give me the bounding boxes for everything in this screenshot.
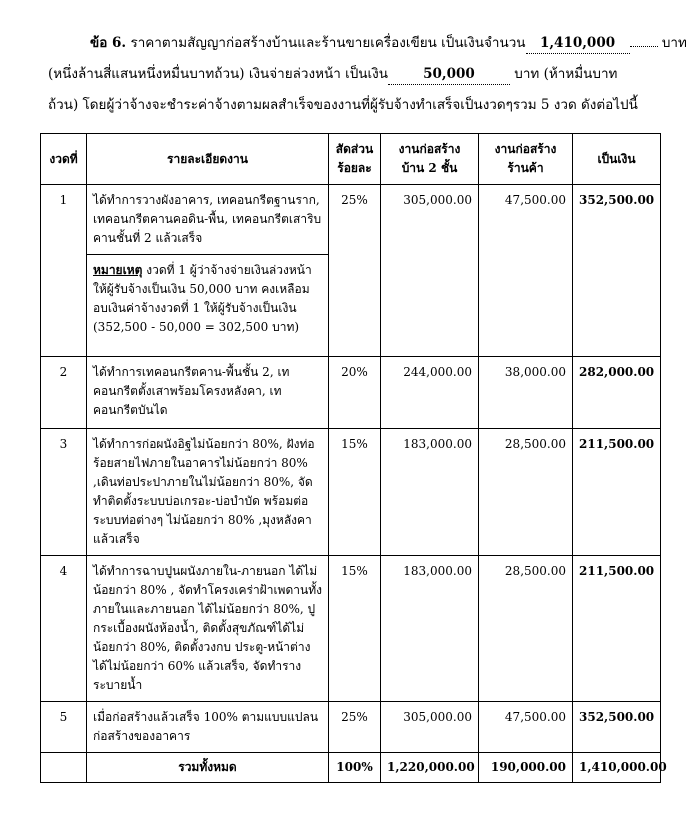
row-house: 244,000.00 [381, 357, 479, 429]
row-house: 305,000.00 [381, 702, 479, 753]
row-percent: 25% [329, 702, 381, 753]
row-amount: 352,500.00 [573, 702, 661, 753]
row-amount: 211,500.00 [573, 556, 661, 702]
total-label: รวมทั้งหมด [87, 753, 329, 783]
row-number: 2 [41, 357, 87, 429]
row-shop: 38,000.00 [479, 357, 573, 429]
paragraph-line-3: ถ้วน) โดยผู้ว่าจ้างจะชำระค่าจ้างตามผลสำเร็จของงานที่ผู้รับจ้างทำเสร็จเป็นงวดๆรวม 5 งวด ดังต่อไปนี้ [48, 97, 638, 113]
price-text: ราคาตามสัญญาก่อสร้างบ้านและร้านขายเครื่องเขียน เป็นเงินจำนวน [130, 35, 526, 51]
table-row [41, 429, 661, 556]
header-ratio: สัดส่วน ร้อยละ [329, 134, 381, 185]
table-row [41, 556, 661, 702]
installment-note [87, 254, 328, 337]
table-row [41, 185, 661, 357]
advance-text: เงินจ่ายล่วงหน้า เป็นเงิน [248, 66, 388, 82]
total-percent: 100% [329, 753, 381, 783]
paragraph-line-2 [48, 59, 668, 90]
row-shop: 28,500.00 [479, 556, 573, 702]
table-row [41, 357, 661, 429]
total-amount-cell: 1,410,000.00 [573, 753, 661, 783]
row-shop: 28,500.00 [479, 429, 573, 556]
paragraph-line-1 [48, 28, 687, 59]
baht-label: บาท [661, 35, 687, 51]
row-percent: 15% [329, 429, 381, 556]
row-number: 5 [41, 702, 87, 753]
row-percent: 15% [329, 556, 381, 702]
total-shop: 190,000.00 [479, 753, 573, 783]
row-number: 4 [41, 556, 87, 702]
row-detail: ได้ทำการก่อผนังอิฐไม่น้อยกว่า 80%, ฝังท่อร้อยสายไฟภายในอาคารไม่น้อยกว่า 80% ,เดินท่อประปาภายในไม่น้อยกว่า 80%, จัดทำติดตั้งระบบบ่อเกรอะ-บ่อบำบัด พร้อมต่อระบบท่อต่างๆ ไม่น้อยกว่า 80% ,มุงหลังคาแล้วเสร็จ [87, 429, 329, 556]
note-label: หมายเหตุ [93, 263, 143, 277]
advance-amount: 50,000 [388, 64, 510, 85]
row-house: 183,000.00 [381, 556, 479, 702]
row-percent: 25% [329, 185, 381, 357]
row-amount: 282,000.00 [573, 357, 661, 429]
header-details: รายละเอียดงาน [87, 134, 329, 185]
row-number: 1 [41, 185, 87, 357]
row-number: 3 [41, 429, 87, 556]
row-shop: 47,500.00 [479, 185, 573, 357]
row-detail: ได้ทำการฉาบปูนผนังภายใน-ภายนอก ได้ไม่น้อยกว่า 80% , จัดทำโครงเคร่าฝ้าเพดานทั้งภายในและภายนอก ได้ไม่น้อยกว่า 80%, ปูกระเบื้องผนังห้องน้ำ, ติดตั้งสุขภัณฑ์ได้ไม่น้อยกว่า 80%, ติดตั้งวงกบ ประตู-หน้าต่าง ได้ไม่น้อยกว่า 60% แล้วเสร็จ, จัดทำรางระบายน้ำ [87, 556, 329, 702]
total-house: 1,220,000.00 [381, 753, 479, 783]
row-amount: 211,500.00 [573, 429, 661, 556]
row-house: 305,000.00 [381, 185, 479, 357]
row-detail: เมื่อก่อสร้างแล้วเสร็จ 100% ตามแบบแปลนก่อสร้างของอาคาร [87, 702, 329, 753]
total-amount: 1,410,000 [526, 33, 630, 54]
clause-label: ข้อ 6. [90, 35, 127, 51]
row-shop: 47,500.00 [479, 702, 573, 753]
total-row [41, 753, 661, 783]
amount-words: (หนึ่งล้านสี่แสนหนึ่งหมื่นบาทถ้วน) [48, 66, 245, 82]
table-row [41, 702, 661, 753]
header-amount: เป็นเงิน [573, 134, 661, 185]
row-detail: ได้ทำการเทคอนกรีตคาน-พื้นชั้น 2, เทคอนกรีตตั้งเสาพร้อมโครงหลังคา, เทคอนกรีตบันได [87, 357, 329, 429]
row-percent: 20% [329, 357, 381, 429]
advance-tail: บาท (ห้าหมื่นบาท [514, 66, 618, 82]
detail-text: ได้ทำการวางผังอาคาร, เทคอนกรีตฐานราก, เทคอนกรีตคานคอดิน-พื้น, เทคอนกรีตเสาริบคานชั้นที่ 2 แล้วเสร็จ [93, 193, 322, 245]
contract-paragraph [48, 28, 687, 121]
row-house: 183,000.00 [381, 429, 479, 556]
row-detail [87, 185, 329, 357]
table-header-row [41, 134, 661, 185]
payment-schedule-table [40, 133, 667, 783]
row-amount: 352,500.00 [573, 185, 661, 357]
header-house: งานก่อสร้าง บ้าน 2 ชั้น [381, 134, 479, 185]
note-text: งวดที่ 1 ผู้ว่าจ้างจ่ายเงินล่วงหน้าให้ผู้รับจ้างเป็นเงิน 50,000 บาท คงเหลือมอบเงินค่าจ้างงวดที่ 1 ให้ผู้รับจ้างเป็นเงิน (352,500 - 50,000 = 302,500 บาท) [93, 263, 312, 334]
header-installment: งวดที่ [41, 134, 87, 185]
header-shop: งานก่อสร้าง ร้านค้า [479, 134, 573, 185]
